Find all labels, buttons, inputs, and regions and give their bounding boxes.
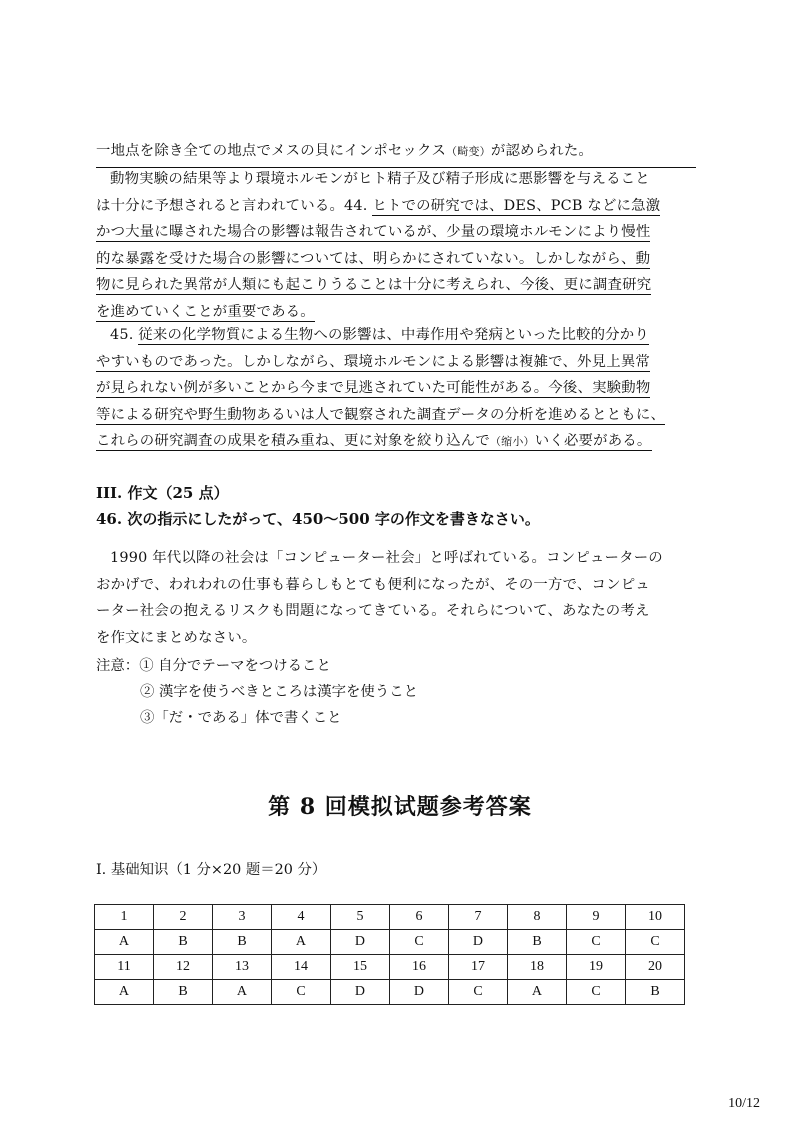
table-cell: A [212, 980, 271, 1005]
table-cell: 16 [389, 955, 448, 980]
table-row [95, 955, 685, 980]
paragraph-45 [96, 322, 696, 456]
table-cell: 17 [448, 955, 507, 980]
table-cell: D [389, 980, 448, 1005]
table-cell: 3 [212, 905, 271, 930]
note-item: ① 自分でテーマをつけること [139, 658, 331, 674]
essay-prompt [96, 545, 696, 651]
p44-line-5: 物に見られた異常が人類にも起こりうることは十分に考えられ、今後、更に調査研究 [96, 277, 652, 293]
page-number: 10/12 [728, 1096, 760, 1111]
table-row [95, 905, 685, 930]
table-cell: B [212, 930, 271, 955]
prompt-line: を作文にまとめなさい。 [96, 629, 257, 646]
table-cell: B [153, 930, 212, 955]
p45-line-1: 45. 従来の化学物質による生物への影響は、中毒作用や発病といった比較的分かり [110, 327, 649, 343]
table-cell: 18 [507, 955, 566, 980]
table-cell: A [95, 930, 154, 955]
table-cell: 8 [507, 905, 566, 930]
paragraph-44 [96, 166, 696, 325]
prompt-line: 1990 年代以降の社会は「コンピューター社会」と呼ばれている。コンピューターの [110, 550, 663, 566]
table-cell: B [625, 980, 684, 1005]
essay-notes [96, 653, 418, 731]
table-cell: 5 [330, 905, 389, 930]
table-cell: C [448, 980, 507, 1005]
table-cell: 6 [389, 905, 448, 930]
table-cell: 12 [153, 955, 212, 980]
table-cell: D [330, 930, 389, 955]
table-cell: C [566, 930, 625, 955]
table-cell: 15 [330, 955, 389, 980]
answer-key-title: 第 8 回模拟试题参考答案 [268, 794, 532, 820]
note-item: ② 漢字を使うべきところは漢字を使うこと [140, 684, 418, 700]
table-cell: D [448, 930, 507, 955]
answer-table [94, 904, 685, 1005]
table-cell: D [330, 980, 389, 1005]
table-cell: 20 [625, 955, 684, 980]
p44-line-3: かつ大量に曝された場合の影響は報告されているが、少量の環境ホルモンにより慢性 [96, 224, 651, 240]
p44-line-2: は十分に予想されると言われている。44. ヒトでの研究では、DES、PCB などに急激 [96, 197, 661, 214]
table-cell: 13 [212, 955, 271, 980]
table-cell: 11 [95, 955, 154, 980]
question-46: 46. 次の指示にしたがって、450～500 字の作文を書きなさい。 [96, 510, 540, 528]
table-cell: 7 [448, 905, 507, 930]
table-cell: 14 [271, 955, 330, 980]
p45-line-5: これらの研究調査の成果を積み重ね、更に対象を絞り込んで（缩小）いく必要がある。 [96, 433, 652, 449]
table-cell: 19 [566, 955, 625, 980]
table-cell: A [271, 930, 330, 955]
p45-line-4: 等による研究や野生動物あるいは人で観察された調査データの分析を進めるとともに、 [96, 406, 666, 423]
table-cell: C [271, 980, 330, 1005]
p45-line-2: やすいものであった。しかしながら、環境ホルモンによる影響は複雑で、外見上異常 [96, 353, 651, 370]
table-cell: B [153, 980, 212, 1005]
p45-line-3: が見られない例が多いことから今まで見逃されていた可能性がある。今後、実験動物 [96, 380, 651, 396]
passage-end-line: 一地点を除き全ての地点でメスの貝にインポセックス（畸变）が認められた。 [96, 138, 696, 168]
table-cell: C [389, 930, 448, 955]
note-item: ③「だ・である」体で書くこと [140, 710, 342, 726]
p44-line-1: 動物実験の結果等より環境ホルモンがヒト精子及び精子形成に悪影響を与えること [110, 171, 650, 187]
prompt-line: ーター社会の抱えるリスクも問題になってきている。それらについて、あなたの考え [96, 603, 650, 619]
table-cell: B [507, 930, 566, 955]
table-cell: 1 [95, 905, 154, 930]
table-row [95, 930, 685, 955]
passage-end [96, 138, 696, 168]
table-cell: C [625, 930, 684, 955]
section-3-heading: III. 作文（25 点） [96, 484, 229, 502]
table-row [95, 980, 685, 1005]
table-cell: 4 [271, 905, 330, 930]
table-cell: C [566, 980, 625, 1005]
table-cell: A [507, 980, 566, 1005]
table-cell: 9 [566, 905, 625, 930]
answer-section-1-heading: I. 基础知识（1 分×20 题＝20 分） [96, 862, 327, 878]
p44-line-6: を進めていくことが重要である。 [96, 303, 315, 320]
p44-line-4: 的な暴露を受けた場合の影響については、明らかにされていない。しかしながら、動 [96, 250, 651, 267]
prompt-line: おかげで、われわれの仕事も暮らしもとても便利になったが、その一方で、コンピュ [96, 576, 650, 593]
table-cell: 10 [625, 905, 684, 930]
table-cell: 2 [153, 905, 212, 930]
table-cell: A [95, 980, 154, 1005]
notes-label: 注意： [96, 658, 140, 674]
